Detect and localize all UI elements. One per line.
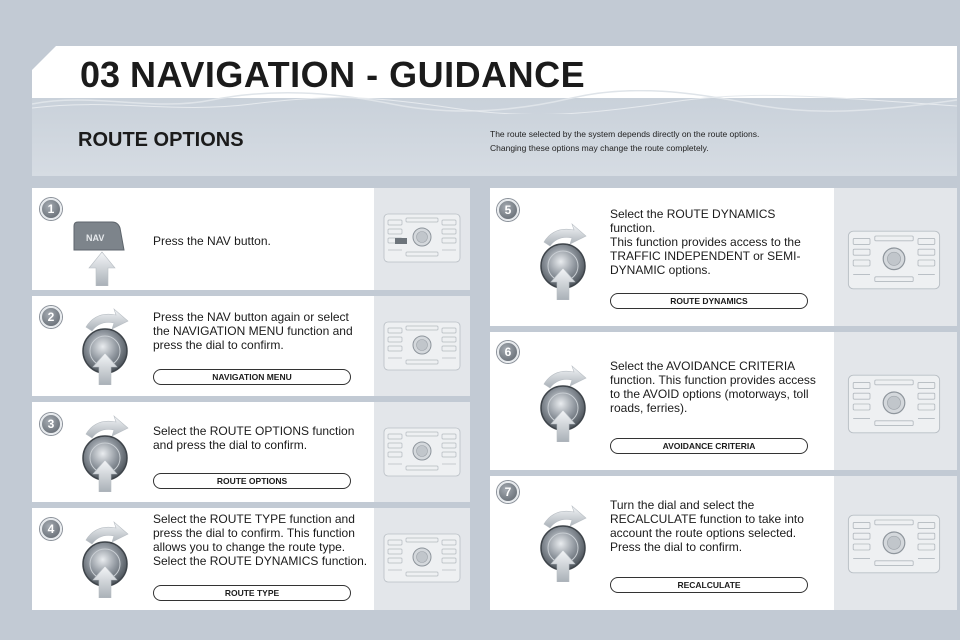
step-2-pill: NAVIGATION MENU bbox=[153, 369, 351, 385]
section-title: ROUTE OPTIONS bbox=[78, 129, 244, 151]
step-4-text: Select the ROUTE TYPE function and press the dial to confirm. This function allows you to change the route type. Select the ROUTE DYNAMICS function. bbox=[153, 512, 368, 568]
intro-text bbox=[490, 127, 920, 155]
radio-panel-icon bbox=[374, 296, 470, 396]
step-4-radio-thumb bbox=[374, 508, 470, 610]
step-3-badge: 3 bbox=[40, 413, 62, 435]
step-5-badge: 5 bbox=[497, 199, 519, 221]
dial-icon bbox=[530, 362, 600, 442]
step-3-radio-thumb bbox=[374, 402, 470, 502]
step-6-badge: 6 bbox=[497, 341, 519, 363]
radio-panel-icon bbox=[834, 332, 957, 470]
radio-panel-icon bbox=[374, 188, 470, 290]
step-1-radio-thumb bbox=[374, 188, 470, 290]
dial-icon bbox=[72, 305, 142, 385]
nav-button-label: NAV bbox=[86, 233, 105, 243]
dial-icon bbox=[530, 220, 600, 300]
step-7-pill: RECALCULATE bbox=[610, 577, 808, 593]
step-5-text: Select the ROUTE DYNAMICS function. This function provides access to the TRAFFIC INDEPENDENT or SEMI-DYNAMIC options. bbox=[610, 207, 801, 277]
step-5-pill: ROUTE DYNAMICS bbox=[610, 293, 808, 309]
intro-line-2: Changing these options may change the route completely. bbox=[490, 143, 709, 153]
radio-panel-icon bbox=[374, 508, 470, 610]
intro-line-1: The route selected by the system depends directly on the route options. bbox=[490, 129, 760, 139]
step-5-radio-thumb bbox=[834, 188, 957, 326]
step-2-text: Press the NAV button again or select the NAVIGATION MENU function and press the dial to confirm. bbox=[153, 310, 353, 352]
dial-icon bbox=[72, 518, 142, 598]
step-4-pill: ROUTE TYPE bbox=[153, 585, 351, 601]
step-3-pill: ROUTE OPTIONS bbox=[153, 473, 351, 489]
radio-panel-icon bbox=[834, 476, 957, 610]
nav-button-icon bbox=[72, 220, 142, 286]
step-1-badge: 1 bbox=[40, 198, 62, 220]
step-7-text: Turn the dial and select the RECALCULATE function to take into account the route options selected. Press the dial to confirm. bbox=[610, 498, 804, 554]
step-6-radio-thumb bbox=[834, 332, 957, 470]
radio-panel-icon bbox=[834, 188, 957, 326]
radio-panel-icon bbox=[374, 402, 470, 502]
dial-icon bbox=[72, 412, 142, 492]
wave-decoration bbox=[32, 90, 957, 114]
step-2-radio-thumb bbox=[374, 296, 470, 396]
step-1-text: Press the NAV button. bbox=[153, 234, 271, 248]
step-6-pill: AVOIDANCE CRITERIA bbox=[610, 438, 808, 454]
step-7-badge: 7 bbox=[497, 481, 519, 503]
step-2-badge: 2 bbox=[40, 306, 62, 328]
page-title: NAVIGATION - GUIDANCE bbox=[130, 54, 586, 95]
dial-icon bbox=[530, 502, 600, 582]
step-6-text: Select the AVOIDANCE CRITERIA function. This function provides access to the AVOID options (motorways, toll roads, ferries). bbox=[610, 359, 816, 415]
chapter-number: 03 bbox=[80, 54, 121, 95]
step-4-badge: 4 bbox=[40, 518, 62, 540]
step-7-radio-thumb bbox=[834, 476, 957, 610]
step-3-text: Select the ROUTE OPTIONS function and press the dial to confirm. bbox=[153, 424, 355, 452]
